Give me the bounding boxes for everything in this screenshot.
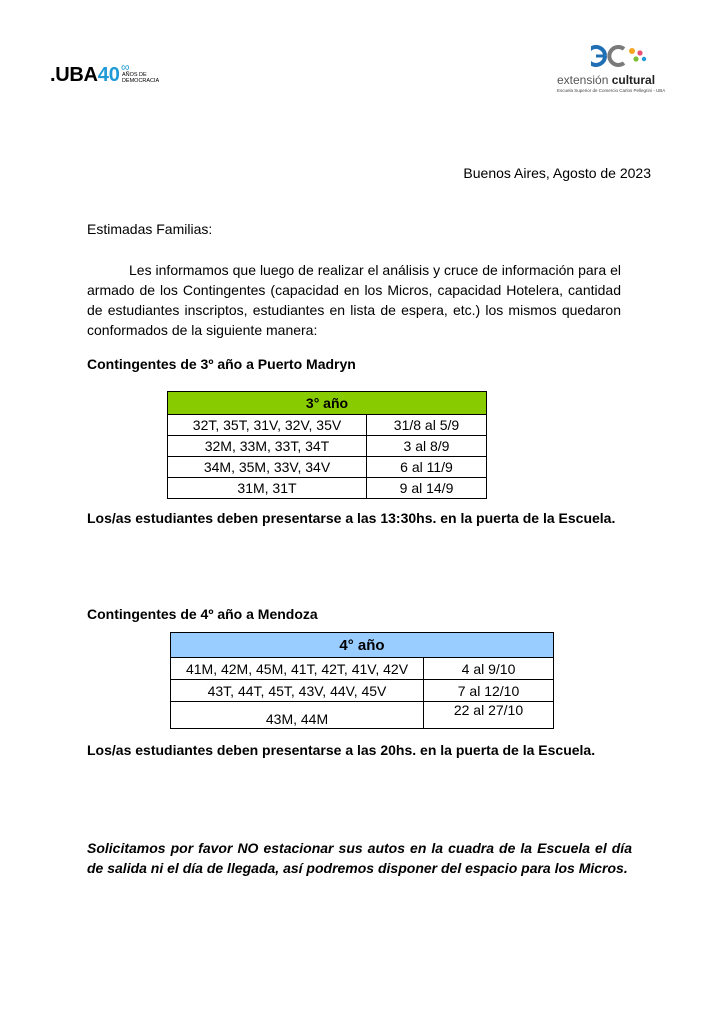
letter-date: Buenos Aires, Agosto de 2023 [463,165,651,181]
dates-cell: 31/8 al 5/9 [367,415,487,436]
ec-logo-title [557,73,655,87]
section-3-title: Contingentes de 3º año a Puerto Madryn [87,356,356,372]
dates-cell: 22 al 27/10 [424,702,554,729]
dates-cell: 7 al 12/10 [424,680,554,702]
groups-cell: 32M, 33M, 33T, 34T [168,436,367,457]
dates-cell: 9 al 14/9 [367,478,487,499]
table-3-header: 3° año [168,392,487,415]
section-3-note: Los/as estudiantes deben presentarse a las 13:30hs. en la puerta de la Escuela. [87,510,616,526]
ec-logo-subtitle: Escuela Superior de Comercio Carlos Pellegrini - UBA [557,88,666,93]
parking-request: Solicitamos por favor NO estacionar sus autos en la cuadra de la Escuela el día de salida ni el día de llegada, así podremos disponer del espacio para los Micros. [87,840,632,876]
dates-cell: 6 al 11/9 [367,457,487,478]
ec-mark-icon [591,44,651,68]
table-header-row [168,392,487,415]
infinity-icon: ∞ [120,60,130,74]
groups-cell: 41M, 42M, 45M, 41T, 42T, 41V, 42V [171,658,424,680]
groups-cell: 43T, 44T, 45T, 43V, 44V, 45V [171,680,424,702]
uba-logo-number: 40 [97,64,120,86]
groups-cell: 34M, 35M, 33V, 34V [168,457,367,478]
table-row [168,436,487,457]
uba-logo-text: .UBA [50,64,98,86]
uba-logo-subtitle-line2: DEMOCRACIA [121,78,160,84]
letter-intro: Les informamos que luego de realizar el análisis y cruce de información para el armado de los Contingentes (capacidad en los Micros, capacidad Hotelera, cantidad de estudiantes inscriptos, estudiantes en lista de espera, etc.) los mismos quedaron conformados de la siguiente manera: [87,262,621,338]
extension-cultural-logo [555,44,667,98]
table-4-ano [170,632,554,729]
section-4-note: Los/as estudiantes deben presentarse a las 20hs. en la puerta de la Escuela. [87,742,596,758]
table-row [171,658,554,680]
table-3-ano [167,391,487,499]
section-4-title: Contingentes de 4º año a Mendoza [87,606,318,622]
table-row [168,457,487,478]
uba-logo [50,60,160,86]
letter-greeting: Estimadas Familias: [87,221,213,237]
ec-logo-title-bold: cultural [611,73,656,87]
groups-cell: 32T, 35T, 31V, 32V, 35V [168,415,367,436]
table-row [171,680,554,702]
table-header-row [171,633,554,658]
table-row [168,415,487,436]
table-4-header: 4° año [171,633,554,658]
dates-cell: 4 al 9/10 [424,658,554,680]
uba-logo-subtitle [122,72,159,84]
uba-logo-subtitle-line1: AÑOS DE [121,72,147,78]
dates-cell: 3 al 8/9 [367,436,487,457]
table-row [168,478,487,499]
groups-cell: 31M, 31T [168,478,367,499]
ec-logo-title-light: extensión [557,73,612,87]
groups-cell: 43M, 44M [171,702,424,729]
table-row [171,702,554,729]
